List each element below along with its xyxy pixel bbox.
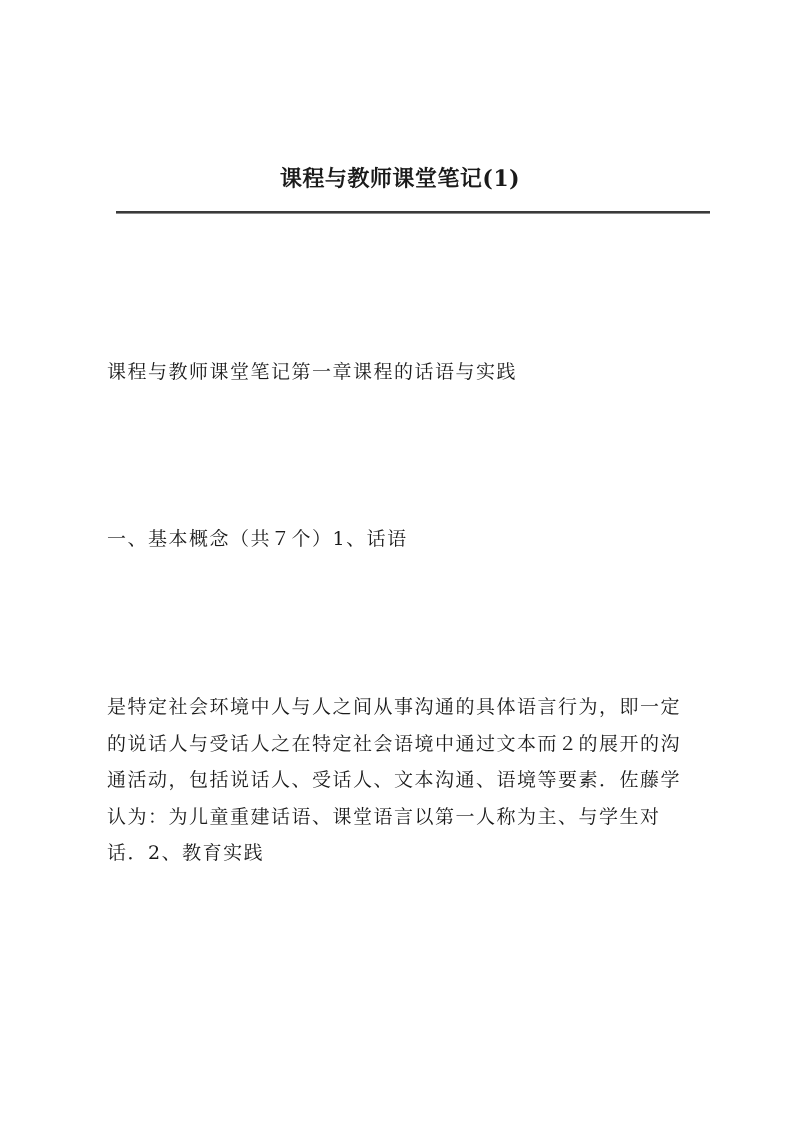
body-line: 通活动，包括说话人、受话人、文本沟通、语境等要素．佐藤学 <box>107 769 682 791</box>
chapter-heading-line: 课程与教师课堂笔记第一章课程的话语与实践 <box>107 361 518 383</box>
body-line: 是特定社会环境中人与人之间从事沟通的具体语言行为，即一定 <box>107 696 682 718</box>
body-line: 认为：为儿童重建话语、课堂语言以第一人称为主、与学生对 <box>107 805 661 828</box>
body-line: 话．2、教育实践 <box>107 842 265 864</box>
body-paragraph <box>107 689 711 872</box>
title-divider <box>116 211 710 213</box>
document-title: 课程与教师课堂笔记(1) <box>279 166 521 192</box>
section-heading-line: 一、基本概念（共７个）1、话语 <box>107 528 408 550</box>
body-line: 的说话人与受话人之在特定社会语境中通过文本而２的展开的沟 <box>107 732 682 755</box>
